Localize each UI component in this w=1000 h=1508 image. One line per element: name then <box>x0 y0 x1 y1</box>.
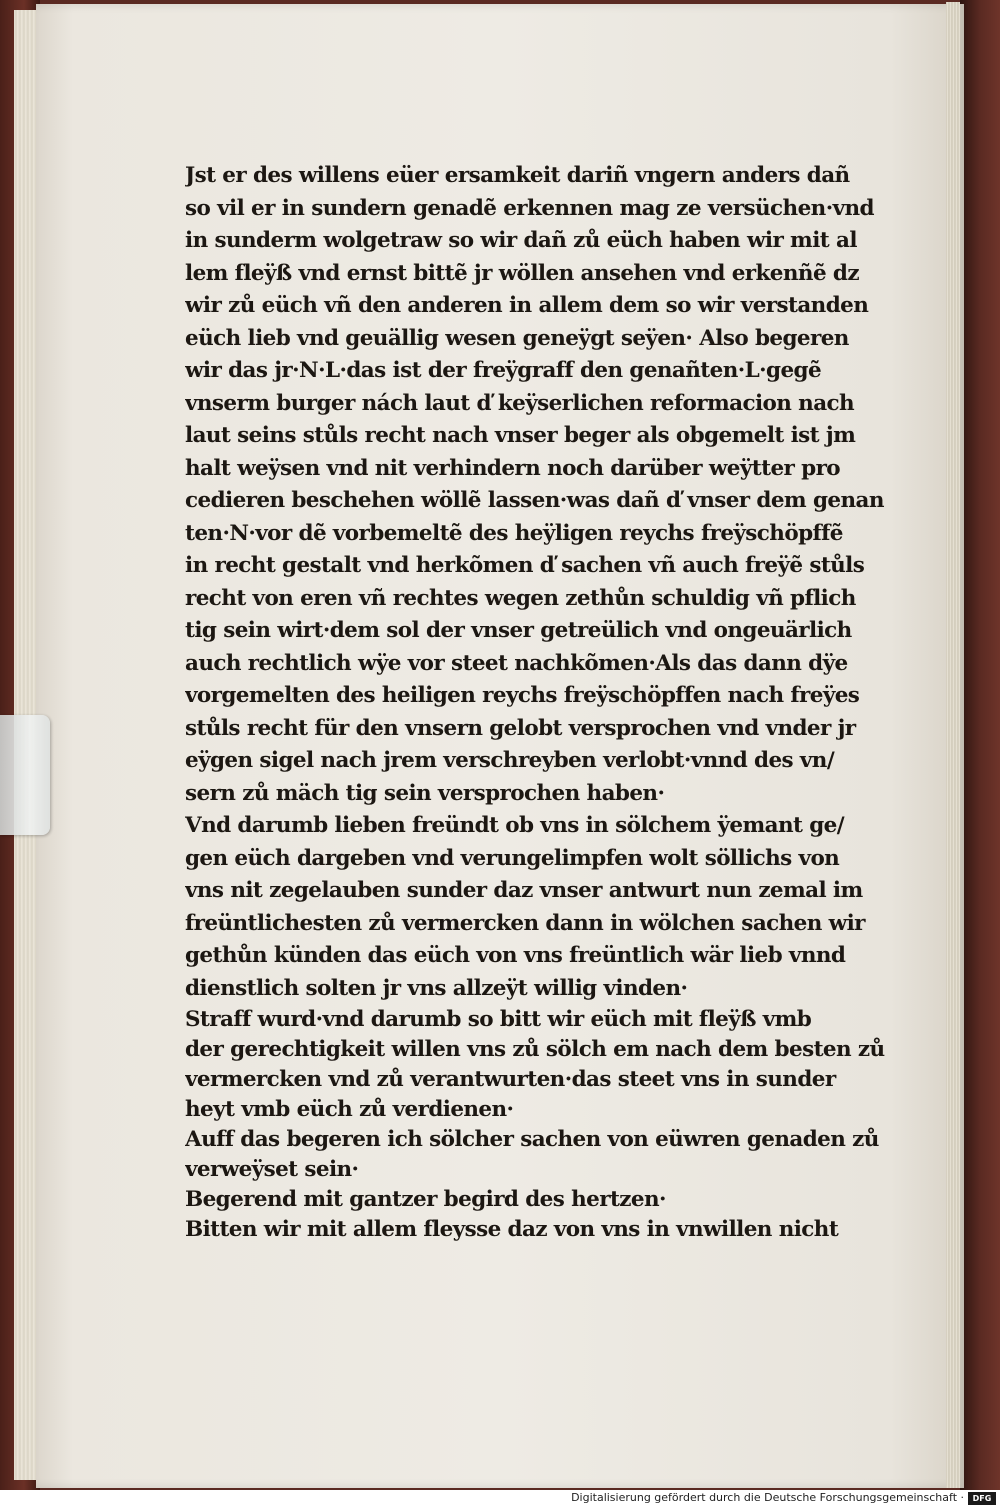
text-line: eüch lieb vnd geuällig wesen geneÿgt seÿen· Also begeren <box>185 325 849 351</box>
text-line: Auff das begeren ich sölcher sachen von eüwren genaden zů <box>185 1127 879 1152</box>
text-line: so vil er in sundern genadẽ erkennen mag ze versüchen·vnd <box>185 195 874 221</box>
text-line: freüntlichesten zů vermercken dann in wölchen sachen wir <box>185 910 865 936</box>
text-line: der gerechtigkeit willen vns zů sölch em nach dem besten zů <box>185 1037 885 1062</box>
dfg-logo-icon: DFG <box>968 1492 996 1505</box>
page-clip <box>0 715 50 835</box>
text-line: wir zů eüch vñ den anderen in allem dem so wir verstanden <box>185 293 869 318</box>
text-line: gethůn künden das eüch von vns freüntlich wär lieb vnnd <box>185 943 846 968</box>
text-line: auch rechtlich wÿe vor steet nachkõmen·Als das dann dÿe <box>185 650 848 676</box>
text-line: recht von eren vñ rechtes wegen zethůn schuldig vñ pflich <box>185 585 856 611</box>
text-line: laut seins stůls recht nach vnser beger als obgemelt ist jm <box>185 423 856 448</box>
text-line: heyt vmb eüch zů verdienen· <box>185 1097 514 1122</box>
text-line: in recht gestalt vnd herkõmen ď sachen vñ auch freÿẽ stůls <box>185 553 865 578</box>
text-line: ten·N·vor dẽ vorbemeltẽ des heÿligen reychs freÿschöpffẽ <box>185 520 843 546</box>
text-line: eÿgen sigel nach jrem verschreyben verlobt·vnnd des vn/ <box>185 748 835 773</box>
text-line: vermercken vnd zů verantwurten·das steet vns in sunder <box>185 1067 836 1092</box>
text-line: lem fleÿß vnd ernst bittẽ jr wöllen ansehen vnd erkenñẽ dz <box>185 260 859 286</box>
text-line: dienstlich solten jr vns allzeÿt willig vinden· <box>185 975 688 1001</box>
book-cover-right <box>960 0 1000 1490</box>
text-line: wir das jr·N·L·das ist der freÿgraff den genañten·L·gegẽ <box>185 358 822 383</box>
text-line: vnserm burger nách laut ď keÿserlichen reformacion nach <box>185 390 855 416</box>
text-line: in sunderm wolgetraw so wir dañ zů eüch haben wir mit al <box>185 228 857 253</box>
page-stack-right <box>946 2 960 1488</box>
text-line: Vnd darumb lieben freündt ob vns in sölchem ÿemant ge/ <box>185 813 845 838</box>
text-line: sern zů mäch tig sein versprochen haben· <box>185 780 665 806</box>
text-line: tig sein wirt·dem sol der vnser getreülich vnd ongeuärlich <box>185 618 852 643</box>
text-line: vorgemelten des heiligen reychs freÿschöpffen nach freÿes <box>185 683 860 708</box>
footer-bar <box>0 1490 1000 1508</box>
text-line: Bitten wir mit allem fleysse daz von vns in vnwillen nicht <box>185 1217 839 1242</box>
text-line: halt weÿsen vnd nit verhindern noch darüber weÿtter pro <box>185 455 841 481</box>
text-line: Begerend mit gantzer begird des hertzen· <box>185 1187 666 1212</box>
text-line: gen eüch dargeben vnd verungelimpfen wolt söllichs von <box>185 845 840 871</box>
text-line: cedieren beschehen wöllẽ lassen·was dañ ď vnser dem genan <box>185 488 884 513</box>
text-line: verweÿset sein· <box>185 1157 359 1182</box>
text-line: vns nit zegelauben sunder daz vnser antwurt nun zemal im <box>185 878 863 903</box>
text-line: Jst er des willens eüer ersamkeit dariñ vngern anders dañ <box>185 163 850 188</box>
text-line: stůls recht für den vnsern gelobt versprochen vnd vnder jr <box>185 715 856 741</box>
text-line: Straff wurd·vnd darumb so bitt wir eüch mit fleÿß vmb <box>185 1007 812 1032</box>
dfg-credit: Digitalisierung gefördert durch die Deutsche Forschungsgemeinschaft · <box>571 1491 964 1504</box>
printed-text-block <box>185 160 885 1245</box>
